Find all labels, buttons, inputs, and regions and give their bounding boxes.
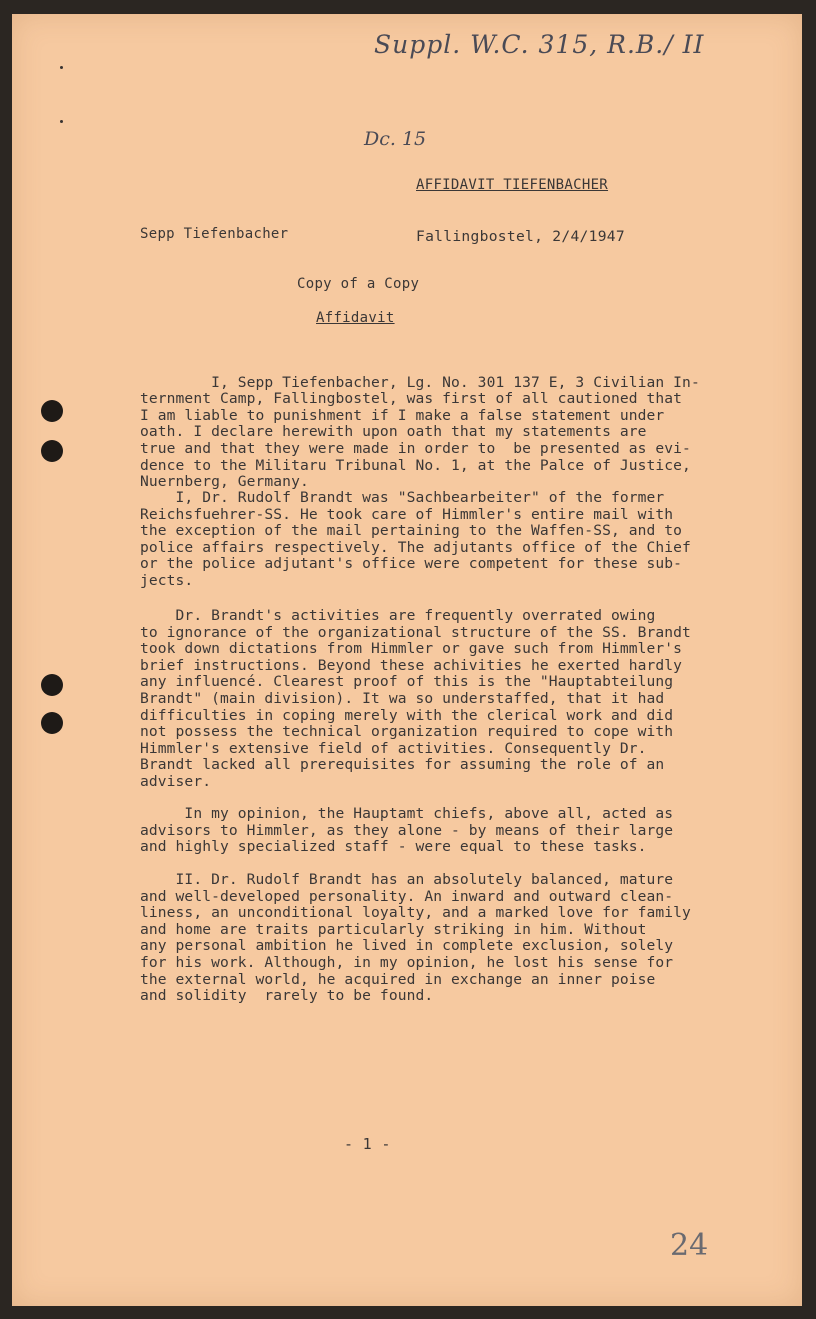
document-title: AFFIDAVIT TIEFENBACHER <box>416 177 609 193</box>
punch-hole <box>41 674 63 696</box>
punch-hole <box>41 440 63 462</box>
paragraph-5: II. Dr. Rudolf Brandt has an absolutely balanced, mature and well-developed personality. An inward and outward clean- liness, an unconditional loyalty, and a marked love for family and home are traits particularly striking in him. Without any personal ambition he lived in complete exclusion, solely for his work. Although, in my opinion, he lost his sense for the external world, he acquired in exchange an inner poise and solidity rarely to be found. <box>140 871 691 1005</box>
paper-mark <box>60 66 63 69</box>
paragraph-3: Dr. Brandt's activities are frequently overrated owing to ignorance of the organizational structure of the SS. Brandt took down dictations from Himmler or gave such from Himmler's brief instructions. Beyond these achivities he exerted hardly any influencé. Clearest proof of this is the "Hauptabteilung Brandt" (main division). It wa so understaffed, that it had difficulties in coping merely with the clerical work and did not possess the technical organization required to cope with Himmler's extensive field of activities. Consequently Dr. Brandt lacked all prerequisites for assuming the role of an adviser. <box>140 607 691 790</box>
document-page <box>12 14 802 1306</box>
handwritten-reference: Suppl. W.C. 315, R.B./ II <box>374 30 705 59</box>
handwritten-page-count: 24 <box>670 1228 709 1263</box>
page-number: - 1 - <box>344 1135 391 1153</box>
handwritten-doc-number: Dc. 15 <box>364 128 427 150</box>
copy-note: Copy of a Copy <box>297 276 420 292</box>
paragraph-1: I, Sepp Tiefenbacher, Lg. No. 301 137 E, 3 Civilian In- ternment Camp, Fallingbostel, was first of all cautioned that I am liable to punishment if I make a false statement under oath. I declare herewith upon oath that my statements are true and that they were made in order to be presented as evi- dence to the Militaru Tribunal No. 1, at the Palce of Justice, Nuernberg, Germany. <box>140 373 700 491</box>
paper-mark <box>60 120 63 123</box>
affiant-name: Sepp Tiefenbacher <box>140 226 289 242</box>
paragraph-2: I, Dr. Rudolf Brandt was "Sachbearbeiter" of the former Reichsfuehrer-SS. He took care of Himmler's entire mail with the exception of the mail pertaining to the Waffen-SS, and to police affairs respectively. The adjutants office of the Chief or the police adjutant's office were competent for these sub- jects. <box>140 489 691 589</box>
place-date: Fallingbostel, 2/4/1947 <box>416 228 625 245</box>
paragraph-4: In my opinion, the Hauptamt chiefs, above all, acted as advisors to Himmler, as they alone - by means of their large and highly specialized staff - were equal to these tasks. <box>140 805 674 856</box>
punch-hole <box>41 712 63 734</box>
affidavit-heading: Affidavit <box>316 310 395 326</box>
punch-hole <box>41 400 63 422</box>
